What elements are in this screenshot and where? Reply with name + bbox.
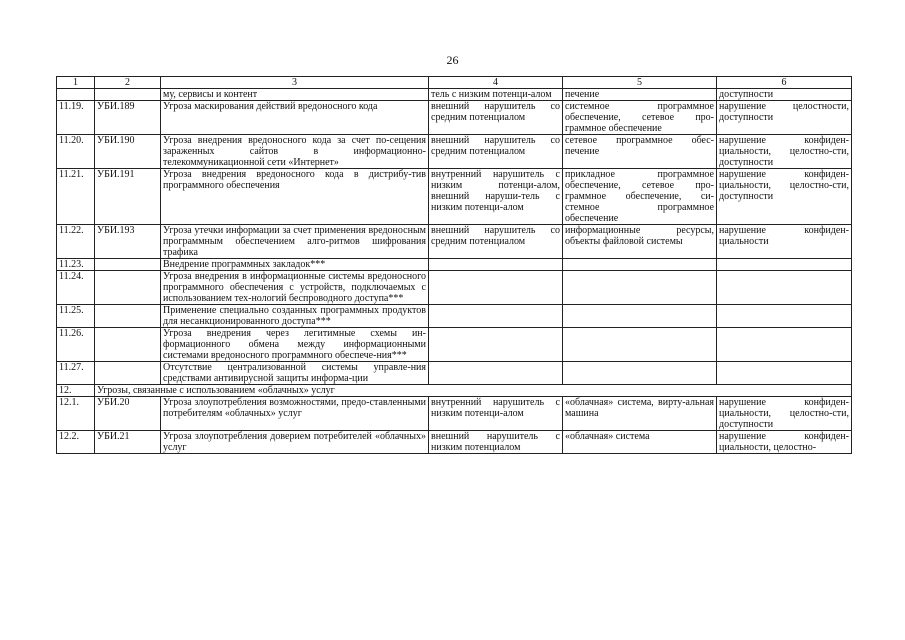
impact-object-cell <box>563 328 717 362</box>
consequence-cell: нарушение конфиден-циальности, целостно-сти, доступности <box>717 169 852 225</box>
impact-object-cell <box>563 362 717 385</box>
consequence-cell: нарушение конфиден-циальности, целостно-сти, доступности <box>717 135 852 169</box>
section-number: 12. <box>57 385 95 397</box>
threat-code <box>95 305 161 328</box>
table-row <box>57 259 852 271</box>
threat-description: му, сервисы и контент <box>161 89 429 101</box>
violator-cell <box>429 328 563 362</box>
page-number: 26 <box>446 53 459 67</box>
impact-object-cell: прикладное программное обеспечение, сетевое про-граммное обеспечение, си-стемное программное обеспечение <box>563 169 717 225</box>
row-number: 11.22. <box>57 225 95 259</box>
consequence-cell <box>717 271 852 305</box>
impact-object-cell <box>563 259 717 271</box>
row-number: 12.2. <box>57 431 95 454</box>
table-row <box>57 271 852 305</box>
column-number: 6 <box>717 77 852 89</box>
threat-description: Угроза внедрения в информационные системы вредоносного программного обеспечения с устройств, подключаемых с использованием тех-нологий беспроводного доступа*** <box>161 271 429 305</box>
impact-object-cell: печение <box>563 89 717 101</box>
row-number: 11.23. <box>57 259 95 271</box>
threat-code: УБИ.189 <box>95 101 161 135</box>
consequence-cell: нарушение конфиден-циальности, целостно-сти, доступности <box>717 397 852 431</box>
row-number: 11.24. <box>57 271 95 305</box>
consequence-cell <box>717 305 852 328</box>
table-row <box>57 101 852 135</box>
threat-code: УБИ.190 <box>95 135 161 169</box>
impact-object-cell: «облачная» система, вирту-альная машина <box>563 397 717 431</box>
threat-code: УБИ.21 <box>95 431 161 454</box>
threat-description: Угроза внедрения через легитимные схемы ин-формационного обмена между информационными системами вредоносного программного обеспече-ния*** <box>161 328 429 362</box>
table-row <box>57 169 852 225</box>
threat-description: Угроза внедрения вредоносного кода в дистрибу-тив программного обеспечения <box>161 169 429 225</box>
threat-description: Угроза злоупотребления доверием потребителей «облачных» услуг <box>161 431 429 454</box>
threats-table <box>56 76 852 454</box>
consequence-cell <box>717 328 852 362</box>
column-number: 5 <box>563 77 717 89</box>
consequence-cell: нарушение конфиден-циальности <box>717 225 852 259</box>
row-number: 11.27. <box>57 362 95 385</box>
violator-cell: внешний нарушитель со средним потенциалом <box>429 135 563 169</box>
table-row <box>57 135 852 169</box>
threat-code: УБИ.191 <box>95 169 161 225</box>
row-number: 11.20. <box>57 135 95 169</box>
violator-cell <box>429 259 563 271</box>
table-row <box>57 397 852 431</box>
impact-object-cell <box>563 271 717 305</box>
impact-object-cell: сетевое программное обес-печение <box>563 135 717 169</box>
violator-cell: тель с низким потенци-алом <box>429 89 563 101</box>
threat-description: Отсутствие централизованной системы управле-ния средствами антивирусной защиты информа-ции <box>161 362 429 385</box>
column-number: 3 <box>161 77 429 89</box>
threat-code <box>95 328 161 362</box>
impact-object-cell <box>563 305 717 328</box>
violator-cell: внутренний нарушитель с низким потенци-алом <box>429 397 563 431</box>
threat-code: УБИ.20 <box>95 397 161 431</box>
table-row <box>57 305 852 328</box>
section-row <box>57 385 852 397</box>
consequence-cell: доступности <box>717 89 852 101</box>
threat-code <box>95 259 161 271</box>
threat-description: Угроза утечки информации за счет применения вредоносным программным обеспечением алго-ритмов шифрования трафика <box>161 225 429 259</box>
threat-description: Внедрение программных закладок*** <box>161 259 429 271</box>
violator-cell <box>429 271 563 305</box>
threat-code <box>95 89 161 101</box>
threat-description: Угроза маскирования действий вредоносного кода <box>161 101 429 135</box>
consequence-cell <box>717 362 852 385</box>
column-number: 4 <box>429 77 563 89</box>
consequence-cell <box>717 259 852 271</box>
row-number: 11.25. <box>57 305 95 328</box>
table-row <box>57 431 852 454</box>
row-number <box>57 89 95 101</box>
violator-cell <box>429 362 563 385</box>
column-number-row <box>57 77 852 89</box>
threat-description: Угроза внедрения вредоносного кода за счет по-сещения зараженных сайтов в информационно-телекоммуникационной сети «Интернет» <box>161 135 429 169</box>
table-row <box>57 225 852 259</box>
violator-cell <box>429 305 563 328</box>
row-number: 12.1. <box>57 397 95 431</box>
threat-code: УБИ.193 <box>95 225 161 259</box>
row-number: 11.19. <box>57 101 95 135</box>
row-number: 11.21. <box>57 169 95 225</box>
impact-object-cell: информационные ресурсы, объекты файловой системы <box>563 225 717 259</box>
threat-description: Применение специально созданных программных продуктов для несанкционированного доступа*** <box>161 305 429 328</box>
impact-object-cell: системное программное обеспечение, сетевое про-граммное обеспечение <box>563 101 717 135</box>
table-row <box>57 328 852 362</box>
continuation-row <box>57 89 852 101</box>
violator-cell: внутренний нарушитель с низким потенци-алом, внешний наруши-тель с низким потенци-алом <box>429 169 563 225</box>
violator-cell: внешний нарушитель со средним потенциалом <box>429 101 563 135</box>
row-number: 11.26. <box>57 328 95 362</box>
column-number: 1 <box>57 77 95 89</box>
threat-code <box>95 362 161 385</box>
threat-code <box>95 271 161 305</box>
violator-cell: внешний нарушитель с низким потенциалом <box>429 431 563 454</box>
violator-cell: внешний нарушитель со средним потенциалом <box>429 225 563 259</box>
section-title: Угрозы, связанные с использованием «облачных» услуг <box>95 385 852 397</box>
column-number: 2 <box>95 77 161 89</box>
threats-table-body <box>57 77 852 454</box>
consequence-cell: нарушение конфиден-циальности, целостно- <box>717 431 852 454</box>
threat-description: Угроза злоупотребления возможностями, предо-ставленными потребителям «облачных» услуг <box>161 397 429 431</box>
consequence-cell: нарушение целостности, доступности <box>717 101 852 135</box>
table-row <box>57 362 852 385</box>
impact-object-cell: «облачная» система <box>563 431 717 454</box>
